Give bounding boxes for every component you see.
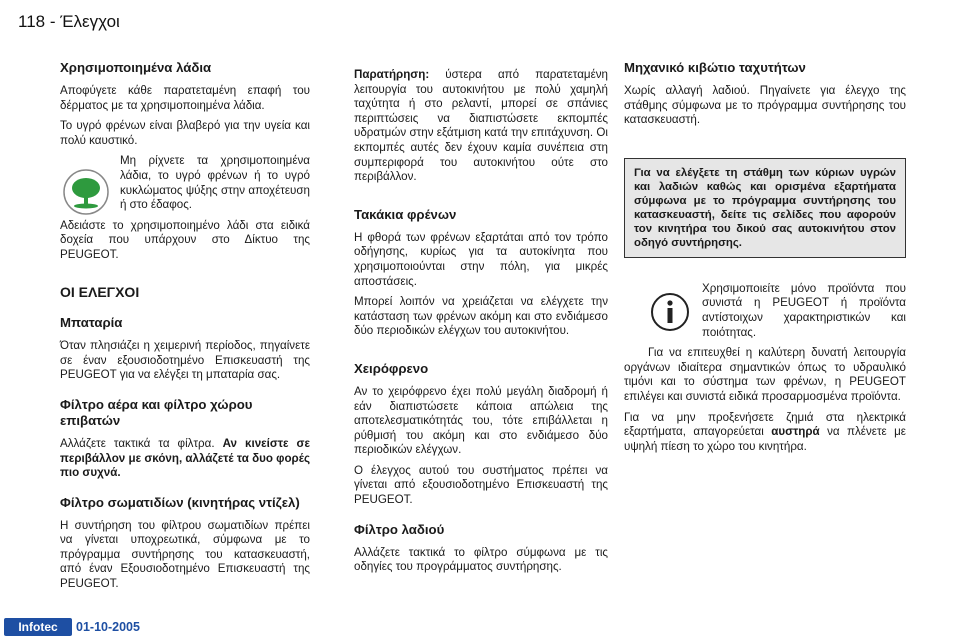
info-text-3-bold: αυστηρά	[771, 425, 820, 439]
info-text-1: Χρησιμοποιείτε μόνο προϊόντα που συνιστά η PEUGEOT ή προϊόντα αντίστοιχων χαρακτηριστικών και ποιότητας.	[702, 281, 906, 339]
air-filter-bold: Αν κινείστε σε περιβάλλον με σκόνη, αλλάζετέ τα δυο φορές πιο συχνά.	[60, 436, 310, 480]
info-text-3b: να πλένετε με υψηλή πίεση το χώρο του κινητήρα.	[624, 425, 906, 453]
brake-pads-title: Τακάκια φρένων	[354, 206, 457, 222]
maintenance-notice-box: Για να ελέγξετε τη στάθμη των κύριων υγρών και λαδιών καθώς και ορισμένα εξαρτήματα σύμφωνα με το πρόγραμμα συντήρησης του κατασκευαστή, δείτε τις σελίδες που αφορούν τον κινητήρα του δικού σας αυτοκινήτου στον οδηγό συντήρησης.	[624, 158, 906, 258]
particle-filter-text: Η συντήρηση του φίλτρου σωματιδίων πρέπει να γίνεται υποχρεωτικά, σύμφωνα με το πρόγραμμα συντήρησης του κατασκευαστή, από έναν Εξουσιοδοτημένο Επισκευαστή της PEUGEOT.	[60, 518, 310, 591]
used-oils-text-2: Το υγρό φρένων είναι βλαβερό για την υγεία και πολύ καυστικό.	[60, 119, 310, 147]
column-middle	[354, 68, 608, 581]
footer-date: 01-10-2005	[76, 620, 140, 634]
note-paragraph	[354, 68, 608, 185]
used-oils-text-3: Αδειάστε το χρησιμοποιημένο λάδι στα ειδικά δοχεία που υπάρχουν στο Δίκτυο της PEUGEOT.	[60, 218, 310, 261]
info-icon	[650, 292, 690, 332]
eco-tree-icon	[62, 168, 110, 216]
column-left	[60, 60, 310, 598]
handbrake-title: Χειρόφρενο	[354, 360, 429, 376]
oil-filter-text: Αλλάζετε τακτικά το φίλτρο σύμφωνα με τις οδηγίες του προγράμματος συντήρησης.	[354, 545, 608, 574]
eco-warning-block	[60, 154, 310, 218]
air-filter-title: Φίλτρο αέρα και φίλτρο χώρου επιβατών	[60, 396, 253, 428]
info-text-3a: Για να μην προξενήσετε ζημιά στα ηλεκτρικά εξαρτήματα, απαγορεύεται	[624, 410, 906, 439]
eco-warning-text: Μη ρίχνετε τα χρησιμοποιημένα λάδια, το υγρό φρένων ή το υγρό κυκλώματος ψύξης στην αποχέτευση ή στο έδαφος.	[120, 154, 310, 212]
infotec-logo: Infotec	[4, 618, 72, 636]
used-oils-text-1: Αποφύγετε κάθε παρατεταμένη επαφή του δέρματος με τα χρησιμοποιημένα λάδια.	[60, 84, 310, 112]
info-text-3	[624, 411, 906, 455]
gearbox-title: Μηχανικό κιβώτιο ταχυτήτων	[624, 60, 806, 75]
handbrake-text-2: Ο έλεγχος αυτού του συστήματος πρέπει να γίνεται από εξουσιοδοτημένο Επισκευαστή της PEUGEOT.	[354, 463, 608, 507]
brake-pads-text-1: Η φθορά των φρένων εξαρτάται από τον τρόπο οδήγησης, κυρίως για τα αυτοκίνητα που χρησιμοποιούνται στην πόλη, για μικρές αποστάσεις.	[354, 230, 608, 288]
info-block	[624, 282, 906, 346]
air-filter-normal: Αλλάζετε τακτικά τα φίλτρα.	[60, 436, 215, 450]
oil-filter-title: Φίλτρο λαδιού	[354, 521, 445, 537]
air-filter-text	[60, 437, 310, 481]
gearbox-text: Χωρίς αλλαγή λαδιού. Πηγαίνετε για έλεγχο της στάθμης σύμφωνα με το πρόγραμμα συντήρησης του κατασκευαστή.	[624, 84, 906, 127]
note-text: ύστερα από παρατεταμένη λειτουργία του αυτοκινήτου με πολύ χαμηλή ταχύτητα ή στο ρελαντί, μπορεί σε σπάνιες περιπτώσεις να διαπιστώσετε εκπομπές υδρατμών στην εξάτμιση κατά την επιτάχυνση. Οι εκπομπές αυτές δεν έχουν καμία συνέπεια στη συμπεριφορά του αυτοκινήτου ούτε στο περιβάλλον.	[354, 68, 608, 184]
footer	[4, 618, 140, 636]
checks-heading: ΟΙ ΕΛΕΓΧΟΙ	[60, 283, 140, 300]
page-title: 118 - Έλεγχοι	[18, 12, 120, 31]
used-oils-title: Χρησιμοποιημένα λάδια	[60, 60, 212, 75]
column-right	[624, 60, 906, 460]
handbrake-text-1: Αν το χειρόφρενο έχει πολύ μεγάλη διαδρομή ή εάν διαπιστώσετε κάποια απώλεια της αποτελεσματικότητάς του, τότε επιβάλλεται η ρύθμισή του ακόμη και στο ενδιάμεσο δύο περιοδικών ελέγχων.	[354, 384, 608, 457]
battery-title: Μπαταρία	[60, 315, 123, 331]
battery-text: Όταν πλησιάζει η χειμερινή περίοδος, πηγαίνετε σε έναν εξουσιοδοτημένο Επισκευαστή της PEUGEOT για να ελέγξει τη μπαταρία σας.	[60, 339, 310, 382]
particle-filter-title: Φίλτρο σωματιδίων (κινητήρας ντίζελ)	[60, 494, 300, 510]
brake-pads-text-2: Μπορεί λοιπόν να χρειάζεται να ελέγχετε την κατάσταση των φρένων ακόμη και στο ενδιάμεσο δύο περιοδικών ελέγχων του αυτοκινήτου.	[354, 295, 608, 338]
note-label: Παρατήρηση:	[354, 68, 430, 81]
info-text-2: Για να επιτευχθεί η καλύτερη δυνατή λειτουργία οργάνων ιδιαίτερα σημαντικών όπως το υδραυλικό τιμόνι και το σύστημα των φρένων, η PEUGEOT επιλέγει και συνιστά ειδικά προσαρμοσμένα προϊόντα.	[624, 346, 906, 403]
